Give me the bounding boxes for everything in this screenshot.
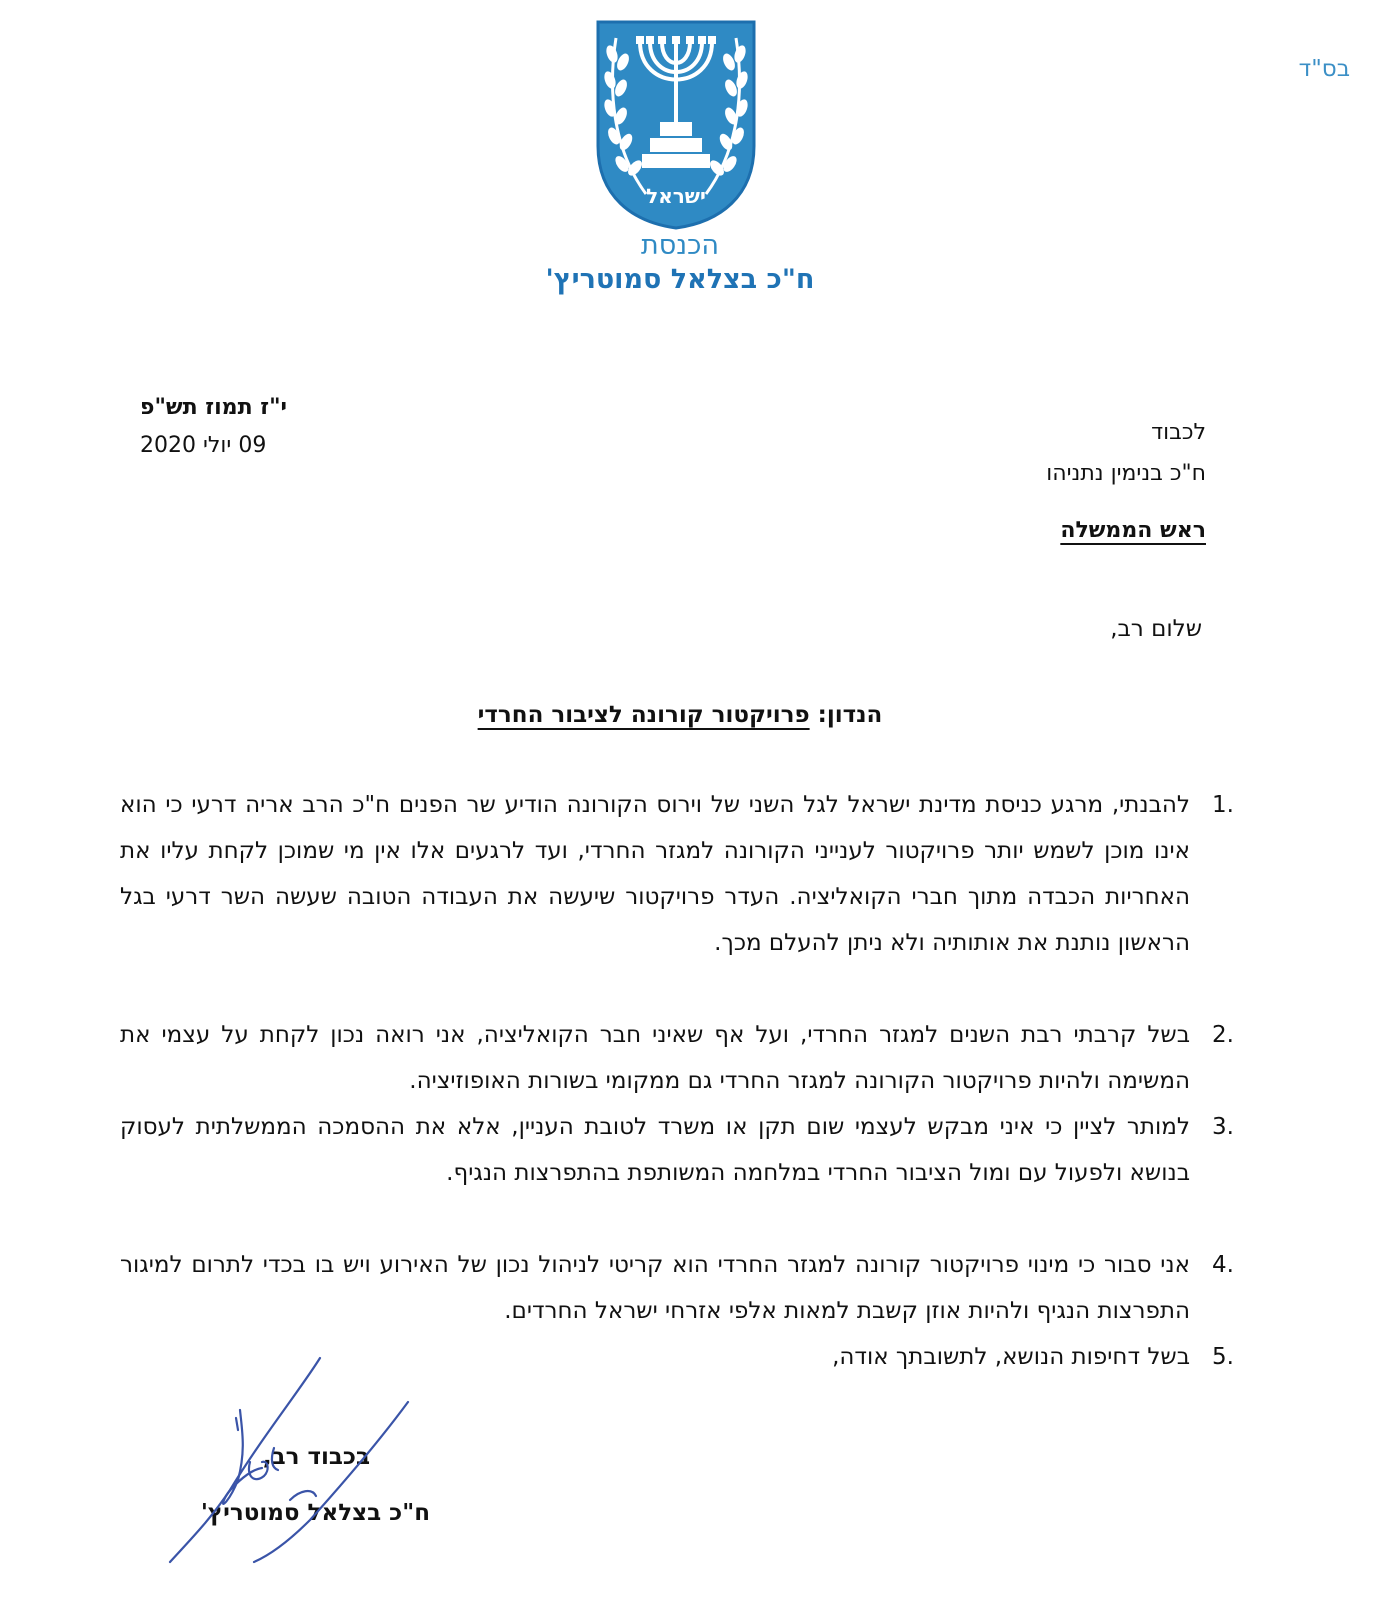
- addressee-name: ח"כ בנימין נתניהו: [1046, 461, 1206, 486]
- hebrew-date: י"ז תמוז תש"פ: [140, 395, 288, 420]
- gregorian-date: 09 יולי 2020: [140, 433, 267, 458]
- paragraph-text: בשל קרבתי רבת השנים למגזר החרדי, ועל אף שאיני חבר הקואליציה, אני רואה נכון לקחת על עצמי את המשימה ולהיות פרויקטור הקורונה למגזר החרדי גם ממקומי בשורות האופוזיציה.: [120, 1022, 1190, 1094]
- paragraph-number: 3.: [1212, 1114, 1234, 1140]
- paragraph-number: 4.: [1212, 1252, 1234, 1278]
- paragraph-number: 5.: [1212, 1344, 1234, 1370]
- bsd-mark: בס"ד: [1298, 56, 1350, 82]
- subject-value: פרויקטור קורונה לציבור החרדי: [477, 702, 810, 728]
- state-emblem-icon: [590, 18, 762, 232]
- paragraph-number: 2.: [1212, 1022, 1234, 1048]
- closing-signatory: ח"כ בצלאל סמוטריץ': [200, 1500, 430, 1526]
- paragraph-4: [120, 1242, 1234, 1334]
- greeting: שלום רב,: [1110, 616, 1202, 642]
- paragraph-text: למותר לציין כי איני מבקש לעצמי שום תקן או משרד לטובת העניין, אלא את ההסמכה הממשלתית לעסוק בנושא ולפעול עם ומול הציבור החרדי במלחמה המשותפת בהתפרצות הנגיף.: [120, 1114, 1190, 1186]
- subject-label: הנדון:: [817, 702, 883, 728]
- institution-title: הכנסת: [641, 230, 719, 261]
- paragraph-text: להבנתי, מרגע כניסת מדינת ישראל לגל השני של וירוס הקורונה הודיע שר הפנים ח"כ הרב אריה דרעי כי הוא אינו מוכן לשמש יותר פרויקטור לענייני הקורונה למגזר החרדי, ועד לרגעים אלו אין מי שמוכן לקחת עליו את האחריות הכבדה מתוך חברי הקואליציה. העדר פרויקטור שיעשה את העבודה הטובה שעשה השר דרעי בגל הראשון נותנת את אותותיה ולא ניתן להעלם מכך.: [120, 792, 1190, 956]
- paragraph-2: [120, 1012, 1234, 1104]
- paragraph-number: 1.: [1212, 792, 1234, 818]
- emblem-text: ישראל: [646, 184, 706, 208]
- paragraph-3: [120, 1104, 1234, 1196]
- paragraph-text: בשל דחיפות הנושא, לתשובתך אודה,: [832, 1344, 1190, 1370]
- paragraph-text: אני סבור כי מינוי פרויקטור קורונה למגזר החרדי הוא קריטי לניהול נכון של האירוע ויש בו בכדי לתרום למיגור התפרצות הנגיף ולהיות אוזן קשבת למאות אלפי אזרחי ישראל החרדים.: [120, 1252, 1190, 1324]
- subject-line: [330, 702, 1030, 728]
- closing-salutation: בכבוד רב,: [262, 1444, 370, 1470]
- addressee-title: ראש הממשלה: [1060, 518, 1206, 543]
- paragraph-1: [120, 782, 1234, 966]
- addressee-honorific: לכבוד: [1151, 420, 1206, 445]
- sender-title: ח"כ בצלאל סמוטריץ': [545, 264, 815, 295]
- handwritten-signature: [150, 1350, 430, 1570]
